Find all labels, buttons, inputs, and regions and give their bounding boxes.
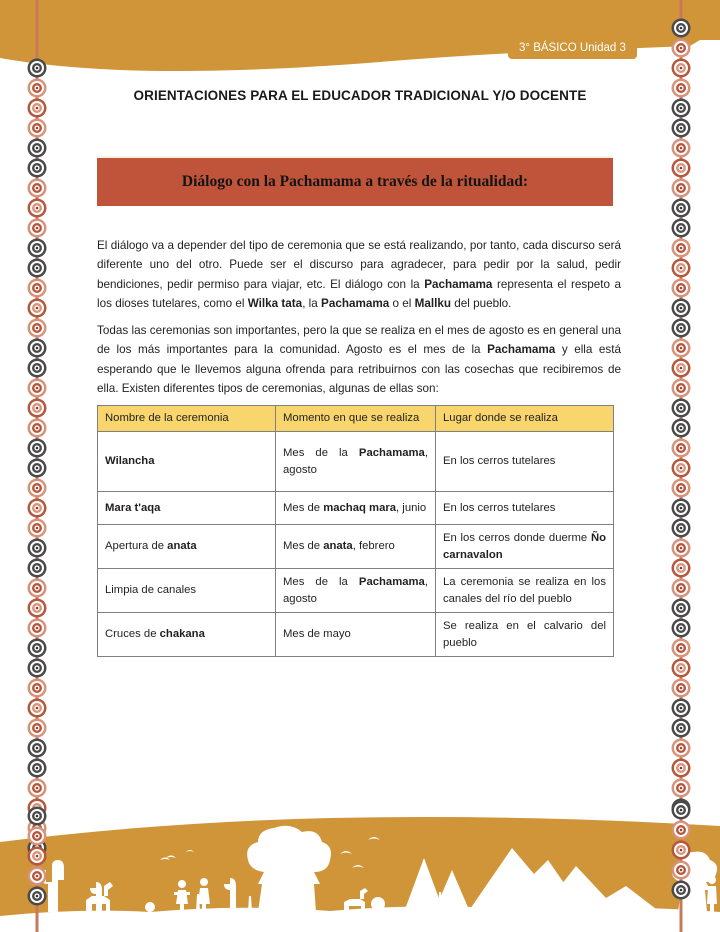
cell-place: En los cerros tutelares [436, 492, 614, 525]
cell-moment: Mes de mayo [276, 613, 436, 657]
ceremonies-table-body [98, 432, 614, 657]
cell-place: En los cerros tutelares [436, 432, 614, 492]
body-paragraph-2: Todas las ceremonias son importantes, pero la que se realiza en el mes de agosto es en general una de los más importantes para la comunidad. Agosto es el mes de la Pachamama y ella está esperando que le llevemos alguna ofrenda para retribuirnos con las cosechas que recibiremos de ella. Existen diferentes tipos de ceremonias, algunas de ellas son: [97, 324, 621, 396]
cell-moment: Mes de la Pachamama, agosto [276, 432, 436, 492]
body-paragraph-1: El diálogo va a depender del tipo de ceremonia que se está realizando, por tanto, cada discurso será diferente uno del otro. Puede ser el discurso para agradecer, para pedir por la salud, pedir bendiciones, pedir permiso para viajar, etc. El diálogo con la Pachamama representa el respeto a los dioses tutelares, como el Wilka tata, la Pachamama o el Mallku del pueblo. [97, 239, 621, 311]
cell-ceremony-name: Limpia de canales [98, 569, 276, 613]
ceremonies-table [97, 405, 614, 657]
cell-place: En los cerros donde duerme Ño carnavalon [436, 525, 614, 569]
cell-moment: Mes de machaq mara, junio [276, 492, 436, 525]
grade-unit-tag: 3° BÁSICO Unidad 3 [508, 38, 637, 59]
table-row [98, 492, 614, 525]
cell-place: Se realiza en el calvario del pueblo [436, 613, 614, 657]
table-row [98, 613, 614, 657]
table-row [98, 525, 614, 569]
cell-ceremony-name: Mara t'aqa [98, 492, 276, 525]
table-header-row [98, 406, 614, 432]
left-decorative-border [24, 0, 50, 932]
bottom-landscape-illustration [0, 812, 720, 932]
cell-moment: Mes de anata, febrero [276, 525, 436, 569]
right-decorative-border [668, 0, 694, 932]
table-row [98, 569, 614, 613]
section-title-text: Diálogo con la Pachamama a través de la ritualidad: [181, 173, 529, 190]
cell-moment: Mes de la Pachamama, agosto [276, 569, 436, 613]
column-header-place: Lugar donde se realiza [436, 406, 614, 432]
section-title-banner [97, 156, 613, 206]
column-header-ceremony: Nombre de la ceremonia [98, 406, 276, 432]
cell-ceremony-name: Wilancha [98, 432, 276, 492]
cell-ceremony-name: Apertura de anata [98, 525, 276, 569]
table-row [98, 432, 614, 492]
column-header-moment: Momento en que se realiza [276, 406, 436, 432]
cell-place: La ceremonia se realiza en los canales del río del pueblo [436, 569, 614, 613]
cell-ceremony-name: Cruces de chakana [98, 613, 276, 657]
page-title: ORIENTACIONES PARA EL EDUCADOR TRADICIONAL Y/O DOCENTE [133, 88, 587, 103]
